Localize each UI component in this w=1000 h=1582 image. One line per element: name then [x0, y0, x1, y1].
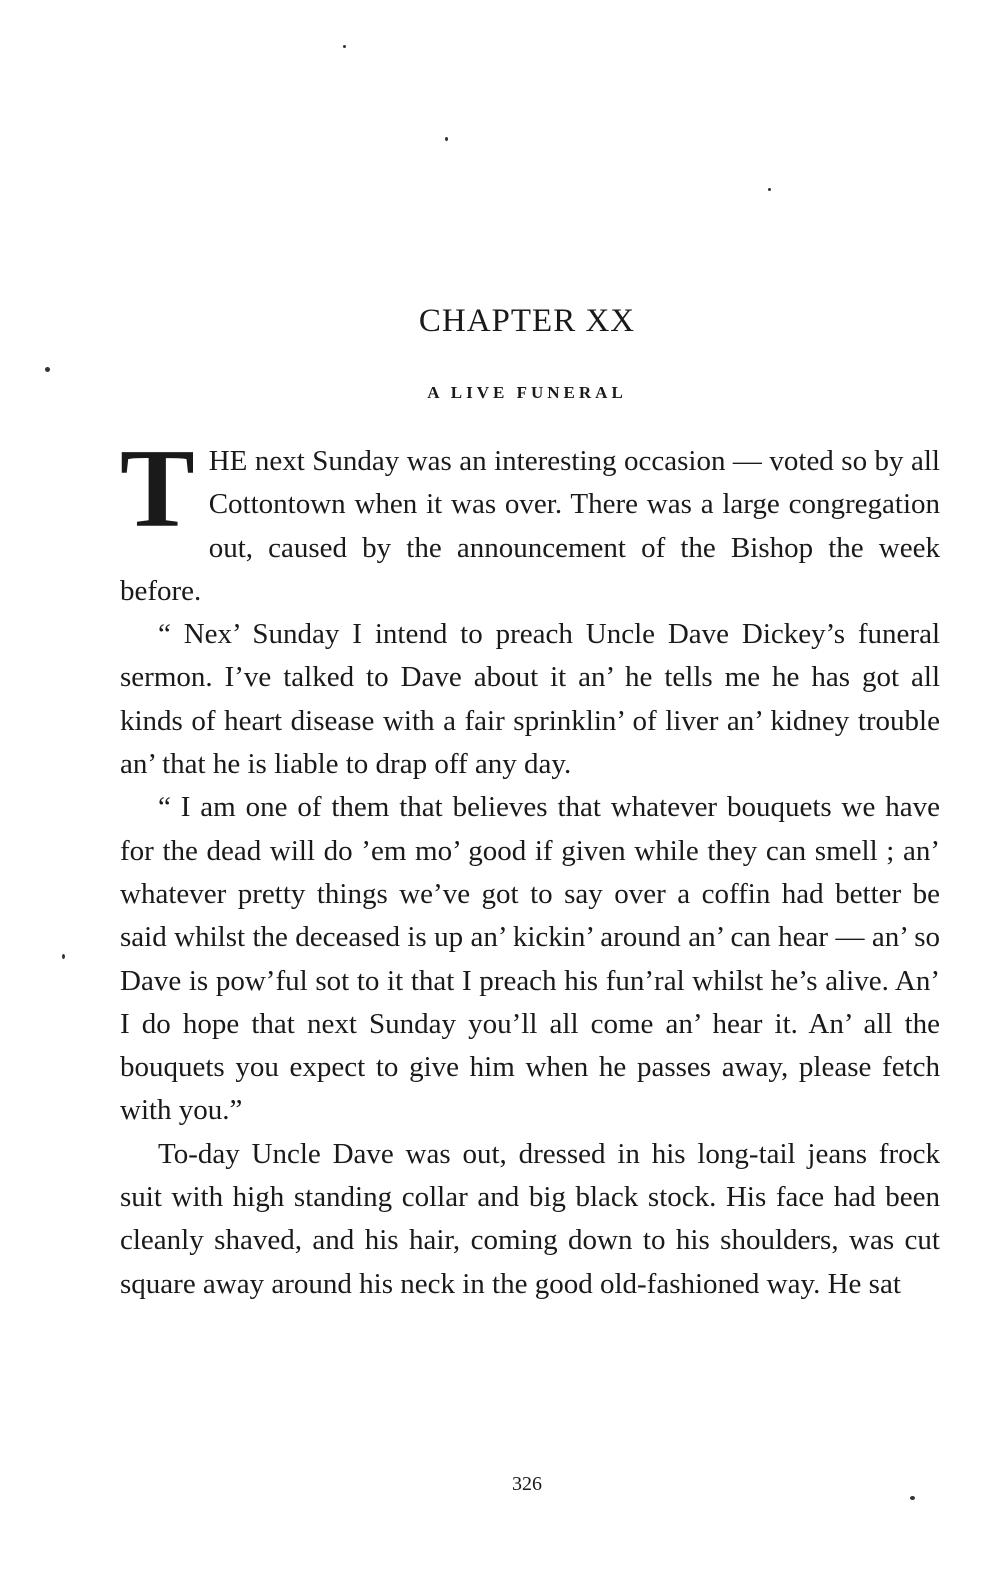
print-speck — [343, 45, 346, 48]
paragraph: “ I am one of them that believes that whatever bouquets we have for the dead will do ’em mo’ good if given while they can smell ; an’ whatever pretty things we’ve got to say over a coffin had better be said whilst the deceased is up an’ kickin’ around an’ can hear — an’ so Dave is pow’ful sot to it that I preach his fun’ral whilst he’s alive. An’ I do hope that next Sunday you’ll all come an’ hear it. An’ all the bouquets you expect to give him when he passes away, please fetch with you.” — [120, 791, 940, 1127]
body-text — [120, 427, 940, 1306]
drop-cap: T — [120, 427, 195, 551]
print-speck — [45, 367, 50, 372]
page-number: 326 — [512, 1473, 542, 1495]
print-speck — [910, 1496, 915, 1500]
print-speck — [445, 137, 448, 141]
paragraph-text: HE next Sunday was an interesting occasion — voted so by all Cottontown when it was over. There was a large congregation out, caused by the announcement of the Bishop the week before. — [120, 445, 940, 607]
paragraph: “ Nex’ Sunday I intend to preach Uncle Dave Dickey’s funeral sermon. I’ve talked to Dave about it an’ he tells me he has got all kinds of heart disease with a fair sprinklin’ of liver an’ kidney trouble an’ that he is liable to drap off any day. — [120, 618, 940, 781]
print-speck — [62, 954, 65, 959]
chapter-subtitle: A LIVE FUNERAL — [427, 383, 627, 402]
paragraph: To-day Uncle Dave was out, dressed in his long-tail jeans frock suit with high standing collar and big black stock. His face had been cleanly shaved, and his hair, coming down to his shoulders, was cut square away around his neck in the good old-fashioned way. He sat — [120, 1137, 940, 1300]
paragraph — [120, 427, 940, 613]
chapter-title: CHAPTER XX — [418, 303, 636, 339]
print-speck — [768, 188, 771, 191]
